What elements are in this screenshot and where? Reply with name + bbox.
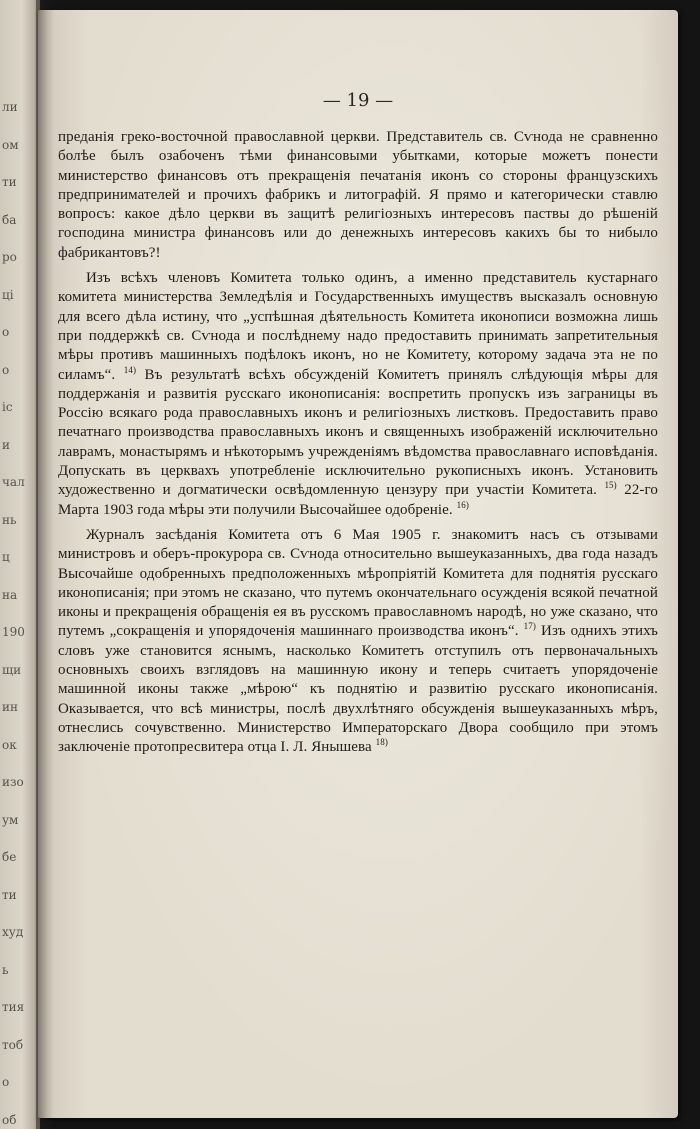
facing-page-text-fragment: бе xyxy=(2,850,17,864)
facing-page-text-fragment: ом xyxy=(2,137,19,152)
paragraph-text: Журналъ засѣданія Комитета отъ 6 Мая 1905 г. знакомитъ насъ съ отзывами министровъ и оберъ-прокурора св. Сѵнода относительно вышеуказанныхъ, два года назадъ Высочайше одобренныхъ предположенныхъ мѣропріятій Комитета для поднятія русскаго иконописанія; при этомъ не сказано, что путемъ окончательнаго осужденія всякой печатной иконы и прекращенія обращенія ея въ русскомъ православномъ народѣ, но уже сказано, что путемъ „сокращенія и упорядоченія машиннаго производства иконъ“. xyxy=(58,526,658,640)
footnote-ref: 17) xyxy=(523,621,536,632)
facing-page-text-fragment: нь xyxy=(2,512,17,527)
paragraph-text: 22-го Марта 1903 года мѣры эти получили Высочайшее одобреніе. xyxy=(58,482,658,518)
page-number: — 19 — xyxy=(322,90,394,111)
facing-page-text-fragment: чал xyxy=(2,475,25,489)
paragraph-text: Изъ всѣхъ членовъ Комитета только одинъ, а именно представитель кустарнаго комитета министерства Земледѣлія и Государственныхъ имуществъ высказалъ основную для всего дѣла истину, что „успѣшная дѣятельность Комитета иконописи возможна лишь при поддержкѣ св. Сѵнода и послѣднему надо предоставить принимать запретительныя мѣры противъ машинныхъ подѣлокъ иконъ, но не Комитету, которому задача эта не по силамъ“. xyxy=(58,270,658,383)
facing-page-text-fragment: о xyxy=(2,362,10,377)
facing-page-edge xyxy=(0,0,40,1129)
facing-page-text-fragment: ро xyxy=(2,250,17,264)
facing-page-text-fragment: ин xyxy=(2,700,18,714)
facing-page-text-fragment: тия xyxy=(2,1000,25,1014)
facing-page-text-fragment: ок xyxy=(2,737,17,752)
facing-page-text-fragment: щи xyxy=(2,662,22,677)
paragraph-text: Въ результатѣ всѣхъ обсужденій Комитетъ принялъ слѣдующія мѣры для поддержанія и развитія русскаго иконописанія: воспретить пропускъ изъ заграницы въ Россію всякаго рода православныхъ иконъ и религіозныхъ листковъ. Предоставить право печатнаго производства православныхъ иконъ и священныхъ изображеній исключительно лаврамъ, монастырямъ и нѣкоторымъ учрежденіямъ вѣдомства православнаго исповѣданія. Допускать въ церквахъ употребленіе исключительно рукописныхъ иконъ. Установить художественно и догматически освѣдомленную цензуру при участіи Комитета. xyxy=(58,366,658,499)
footnote-ref: 16) xyxy=(456,499,469,510)
facing-page-text-fragment: 190 xyxy=(2,625,25,639)
facing-page-text-fragment: на xyxy=(2,587,18,602)
facing-page-text-fragment: ти xyxy=(2,887,17,902)
footnote-ref: 14) xyxy=(123,364,137,375)
facing-page-text-fragment: и xyxy=(2,437,10,452)
facing-page-text-fragment: ь xyxy=(2,962,9,977)
facing-page-text-fragment: іс xyxy=(2,400,13,414)
paragraph-2 xyxy=(58,269,658,520)
paragraph-1 xyxy=(58,128,658,263)
facing-page-text-fragment: худ xyxy=(2,925,24,939)
facing-page-text-fragment: об xyxy=(2,1112,17,1127)
facing-page-text-fragment: ли xyxy=(2,100,18,114)
facing-page-text-fragment: ц xyxy=(2,550,10,564)
book-gutter-shadow xyxy=(36,0,54,1129)
facing-page-text-fragment: ці xyxy=(2,287,14,302)
footnote-ref: 18) xyxy=(375,737,388,748)
facing-page-text-fragment: о xyxy=(2,325,10,339)
facing-page-text-fragment: ба xyxy=(2,212,17,227)
facing-page-text-fragment: о xyxy=(2,1075,10,1089)
facing-page-text-fragment: ти xyxy=(2,175,17,189)
facing-page-text-fragment: изо xyxy=(2,775,24,789)
book-page xyxy=(38,10,678,1118)
page-body-text xyxy=(58,128,658,764)
footnote-ref: 15) xyxy=(604,480,617,491)
facing-page-text-fragment: ум xyxy=(2,812,19,827)
paragraph-text: Изъ однихъ этихъ словъ уже становится яснымъ, насколько Комитетъ отступилъ отъ первоначальныхъ основныхъ своихъ взглядовъ на машинную икону и теперь считаетъ упорядоченіе машинной иконы также „мѣрою“ къ поднятію и развитію русскаго иконописанія. Оказывается, что всѣ министры, послѣ двухлѣтняго обсужденія вышеуказанныхъ мѣръ, отнеслись сочувственно. Министерство Императорскаго Двора сообщило при этомъ заключеніе протопресвитера отца І. Л. Янышева xyxy=(58,623,658,756)
facing-page-text-fragment: тоб xyxy=(2,1037,24,1052)
paragraph-3 xyxy=(58,526,658,758)
paragraph-text: преданія греко-восточной православной церкви. Представитель св. Сѵнода не сравненно болѣе былъ озабоченъ тѣми финансовыми убытками, которые можетъ понести министерство финансовъ отъ прекращенія печатанія иконъ со стороны французскихъ предпринимателей и прочихъ фабрикъ и литографій. Я прямо и категорически ставлю вопросъ: какое дѣло церкви въ защитѣ религіозныхъ интересовъ паствы до рѣшеній господина министра финансовъ или до денежныхъ интересовъ какихъ бы то нибыло фабрикантовъ?! xyxy=(58,129,658,261)
